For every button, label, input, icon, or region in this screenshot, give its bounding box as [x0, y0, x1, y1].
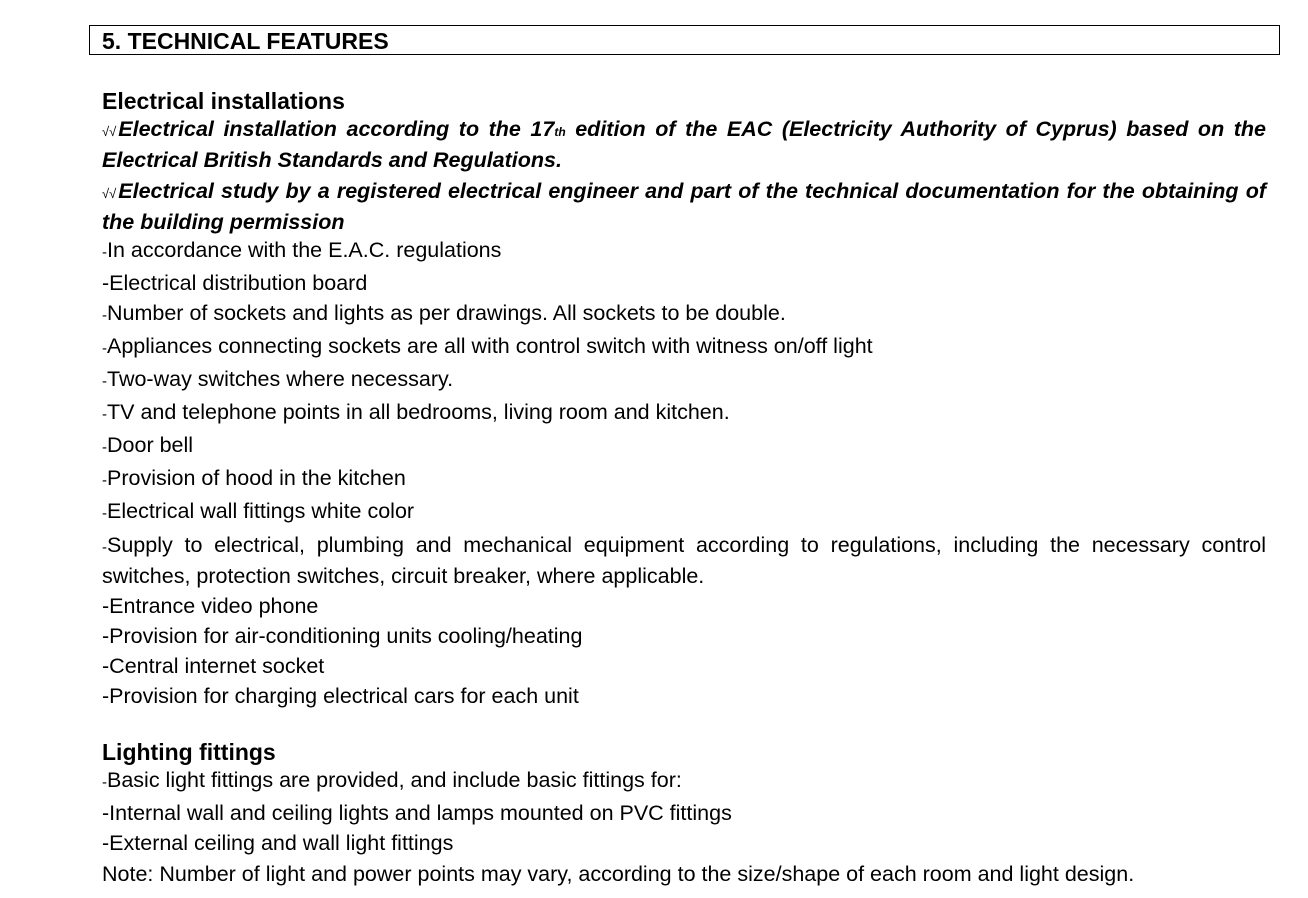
list-item: -Two-way switches where necessary. [102, 367, 454, 391]
list-item: -Provision of hood in the kitchen [102, 466, 406, 490]
list-item: -Supply to electrical, plumbing and mechanical equipment according to regulations, including the necessary control switches, protection switches, circuit breaker, where applicable. [102, 533, 1266, 588]
lighting-note: Note: Number of light and power points may vary, according to the size/shape of each room and light design. [102, 862, 1135, 886]
checkmark-icon: √√ [102, 186, 117, 201]
list-item: -In accordance with the E.A.C. regulations [102, 238, 502, 262]
lighting-heading: Lighting fittings [102, 739, 276, 765]
list-item: -Provision for air-conditioning units cooling/heating [102, 624, 583, 648]
document-page [89, 25, 1280, 888]
list-item: -Central internet socket [102, 654, 325, 678]
list-item: -Basic light fittings are provided, and include basic fittings for: [102, 768, 682, 792]
list-item: -Electrical distribution board [102, 271, 368, 295]
electrical-heading: Electrical installations [102, 88, 345, 114]
list-item: -TV and telephone points in all bedrooms, living room and kitchen. [102, 400, 730, 424]
section-content [89, 87, 1280, 888]
list-item: -Appliances connecting sockets are all with control switch with witness on/off light [102, 334, 873, 358]
list-item: -Electrical wall fittings white color [102, 499, 415, 523]
list-item: -Provision for charging electrical cars for each unit [102, 684, 579, 708]
highlight-eac-standards: √√Electrical installation according to the 17th edition of the EAC (Electricity Authority of Cyprus) based on the Electrical British Standards and Regulations. [102, 117, 1266, 172]
checkmark-icon: √√ [102, 124, 117, 139]
list-item: -Entrance video phone [102, 594, 319, 618]
list-item: -Internal wall and ceiling lights and lamps mounted on PVC fittings [102, 801, 732, 825]
list-item: -Door bell [102, 433, 194, 457]
list-item: -External ceiling and wall light fittings [102, 831, 454, 855]
highlight-electrical-study: √√Electrical study by a registered electrical engineer and part of the technical documentation for the obtaining of the building permission [102, 179, 1266, 234]
list-item: -Number of sockets and lights as per drawings. All sockets to be double. [102, 301, 786, 325]
section-title: 5. TECHNICAL FEATURES [89, 25, 1280, 55]
